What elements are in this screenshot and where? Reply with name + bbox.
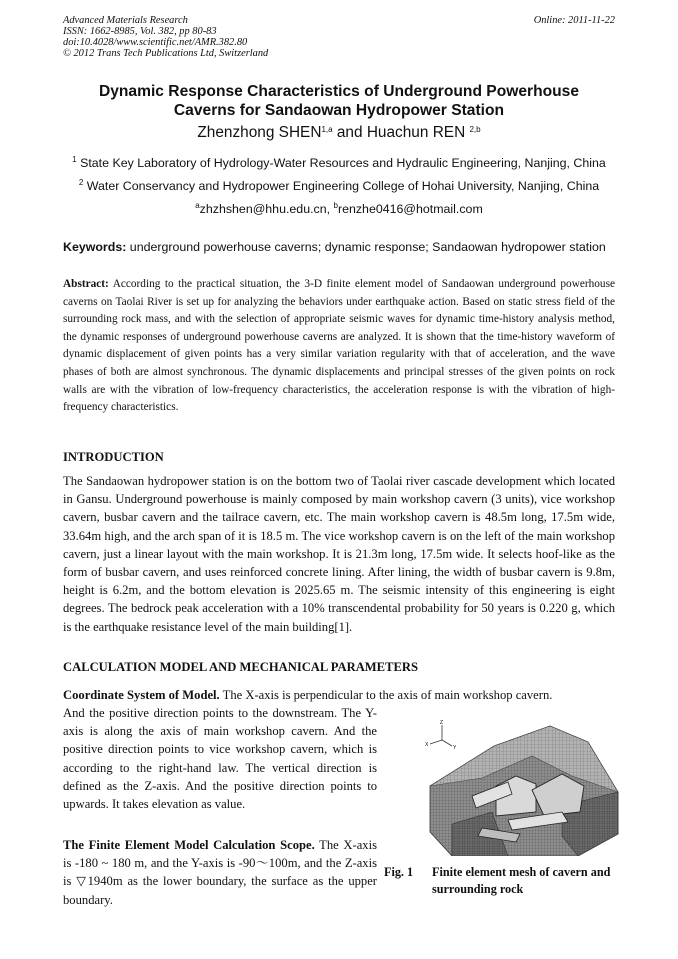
- keywords: [63, 240, 615, 254]
- calculation-scope: [63, 836, 377, 909]
- affiliation-2: [60, 179, 618, 193]
- title-line-2: Caverns for Sandaowan Hydropower Station: [173, 102, 505, 119]
- coordinate-system-text: And the positive direction points to the downstream. The Y-axis is along the axis of main workshop cavern. And the positive direction points to vice workshop cavern, which is according to the right-hand law. The vertical direction is defined as the Z-axis. And the positive direction points to upwards. It takes elevation as value.: [63, 706, 377, 812]
- email-b-mark: b: [333, 201, 338, 210]
- doi-line: doi:10.4028/www.scientific.net/AMR.382.80: [63, 37, 248, 48]
- author-2: Huachun REN: [366, 124, 470, 141]
- journal-header: [63, 15, 615, 59]
- axis-x-label: X: [425, 742, 429, 748]
- keywords-label: Keywords:: [63, 240, 127, 254]
- issn-line: ISSN: 1662-8985, Vol. 382, pp 80-83: [63, 26, 217, 37]
- author-list: [60, 124, 618, 142]
- calculation-scope-label: The Finite Element Model Calculation Scope.: [63, 838, 315, 852]
- author-emails: [60, 202, 618, 216]
- title-line-1: Dynamic Response Characteristics of Underground Powerhouse: [98, 83, 580, 100]
- affiliation-1: [60, 156, 618, 170]
- axis-z-label: Z: [440, 720, 444, 726]
- keywords-text: underground powerhouse caverns; dynamic response; Sandaowan hydropower station: [126, 240, 606, 254]
- figure-1-mesh: [412, 716, 624, 856]
- email-a[interactable]: zhzhshen@hhu.edu.cn,: [199, 202, 334, 216]
- abstract-text: According to the practical situation, the 3-D finite element model of Sandaowan underground powerhouse caverns on Taolai River is set up for analyzing the behaviors under earthquake action. Based on static stress field of the surrounding rock mass, and with the selection of appropriate seismic waves for dynamic time-history analysis method, the dynamic responses of underground powerhouse caverns are analyzed. It is shown that the time-history waveform of dynamic displacement of given points has a very similar variation regularity with that of acceleration, and the wave phases of both are almost synchronous. The dynamic displacements and principal stresses of the given points on rock walls are with the vibration of low-frequency characteristics, the acceleration response is with the vibration of high-frequency characteristics.: [63, 278, 615, 414]
- calculation-scope-text: The X-axis is -180 ~ 180 m, and the Y-axis is -90～100m, and the Z-axis is ▽1940m as the lower boundary, the surface as the upper boundary.: [63, 838, 377, 907]
- affiliation-1-text: State Key Laboratory of Hydrology-Water Resources and Hydraulic Engineering, Nanjing, China: [80, 156, 606, 170]
- calculation-heading: CALCULATION MODEL AND MECHANICAL PARAMETERS: [63, 660, 418, 674]
- abstract-label: Abstract:: [63, 278, 109, 290]
- abstract: [63, 276, 615, 417]
- author-2-affiliation-mark: 2,b: [469, 125, 481, 134]
- finite-element-mesh-image: [412, 716, 624, 856]
- paper-title: [60, 82, 618, 120]
- coordinate-system-line: [63, 686, 615, 704]
- affiliation-2-text: Water Conservancy and Hydropower Engineering College of Hohai University, Nanjing, China: [86, 179, 600, 193]
- figure-1-number: Fig. 1: [384, 865, 414, 879]
- coordinate-system-first-line: The X-axis is perpendicular to the axis of main workshop cavern.: [219, 688, 553, 702]
- coordinate-system-label: Coordinate System of Model.: [63, 688, 220, 702]
- affiliation-1-mark: 1: [72, 155, 77, 164]
- author-separator: and: [332, 124, 367, 141]
- copyright-line: © 2012 Trans Tech Publications Ltd, Switzerland: [63, 48, 269, 59]
- figure-1-caption-text: Finite element mesh of cavern and surrounding rock: [432, 865, 611, 896]
- axis-y-label: Y: [453, 745, 457, 751]
- introduction-heading: INTRODUCTION: [63, 450, 164, 464]
- affiliation-2-mark: 2: [78, 178, 84, 187]
- author-1: Zhenzhong SHEN: [197, 124, 322, 141]
- introduction-text: The Sandaowan hydropower station is on the bottom two of Taolai river cascade development which located in Gansu. Underground powerhouse is mainly composed by main workshop cavern (3 units), vice workshop cavern, busbar cavern and the tailrace cavern, etc. The main workshop cavern is 48.5m long, 17.5m wide, 33.64m high, and the arch span of it is 18.5 m. The vice workshop cavern is on the left of the main workshop cavern, just a linear layout with the main workshop. It is 21.3m long, 17.5m wide. It selects hoof-like as the form of busbar cavern, and uses reinforced concrete lining. After lining, the width of busbar cavern is 9.8m, height is 6.2m, and the bottom elevation is 2025.65 m. The seismic intensity of this engineering is eight degrees. The bedrock peak acceleration with a 10% transcendental probability for 50 years is 0.220 g, which is the earthquake resistance level of the main building[1].: [63, 474, 615, 634]
- journal-name: Advanced Materials Research: [63, 15, 188, 26]
- author-1-affiliation-mark: 1,a: [321, 125, 333, 134]
- axis-triad-icon: [425, 720, 457, 751]
- email-a-mark: a: [195, 201, 200, 210]
- online-date: Online: 2011-11-22: [533, 15, 615, 26]
- email-b[interactable]: renzhe0416@hotmail.com: [337, 202, 483, 216]
